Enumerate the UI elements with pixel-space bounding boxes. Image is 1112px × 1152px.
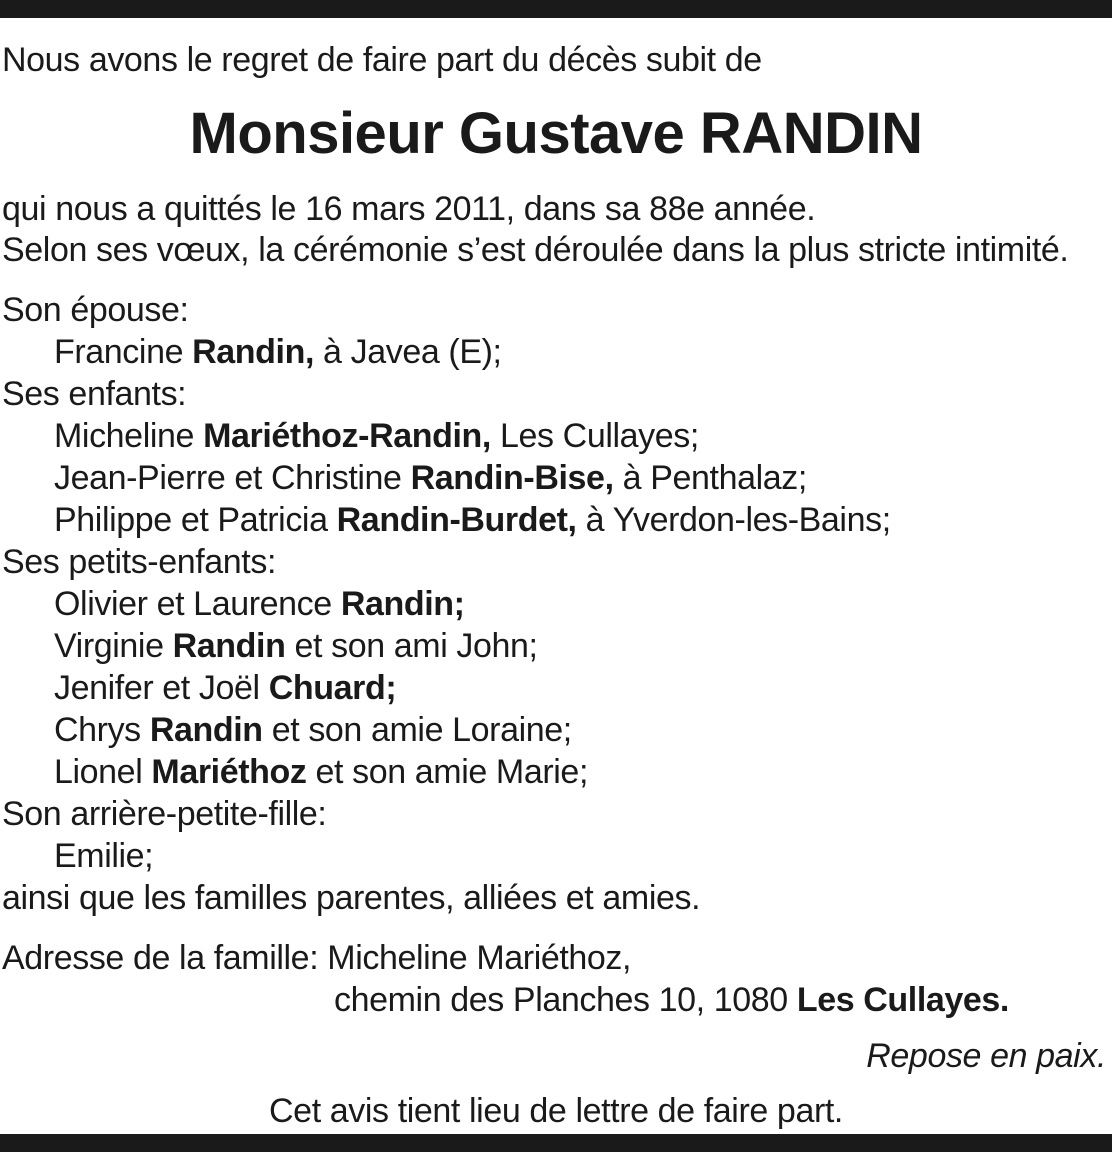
bottom-rule [0, 1134, 1112, 1152]
entry-surname: Randin [149, 711, 263, 749]
grandchild-entry [54, 667, 396, 709]
entry-text: Olivier et Laurence [54, 585, 341, 623]
address-town: Les Cullayes. [796, 981, 1009, 1019]
entry-surname: Chuard; [268, 669, 397, 707]
entry-surname: Mariéthoz-Randin, [203, 417, 491, 455]
entry-text: Jean-Pierre et Christine [54, 459, 411, 497]
child-entry [54, 457, 807, 499]
address-street-text: chemin des Planches 10, 1080 [334, 981, 797, 1019]
address-label: Adresse de la famille: Micheline Mariéthoz, [2, 939, 632, 977]
child-entry [54, 415, 699, 457]
entry-location: à Yverdon-les-Bains; [576, 501, 891, 539]
entry-text: Chrys [54, 711, 150, 749]
entry-text: Micheline [54, 417, 204, 455]
death-date-text: qui nous a quittés le 16 mars 2011, dans sa 88e année. [2, 190, 816, 228]
entry-text: Jenifer et Joël [54, 669, 269, 707]
closing-text: Cet avis tient lieu de lettre de faire part. [269, 1092, 843, 1130]
repose-text: Repose en paix. [866, 1037, 1106, 1075]
top-rule [0, 0, 1112, 18]
entry-surname: Randin-Bise, [410, 459, 614, 497]
entry-surname: Randin [172, 627, 286, 665]
grandchild-entry [54, 625, 538, 667]
grandchild-entry [54, 583, 465, 625]
entry-suffix: et son amie Marie; [306, 753, 588, 791]
entry-surname: Randin; [340, 585, 465, 623]
entry-text: Philippe et Patricia [54, 501, 337, 539]
deceased-name: Monsieur Gustave RANDIN [189, 101, 923, 166]
great-grandchild-heading: Son arrière-petite-fille: [2, 795, 327, 833]
entry-surname: Mariéthoz [151, 753, 307, 791]
address-street [334, 979, 1009, 1021]
families-text: ainsi que les familles parentes, alliées et amies. [2, 879, 701, 917]
children-heading: Ses enfants: [2, 375, 187, 413]
intro-text: Nous avons le regret de faire part du décès subit de [2, 41, 762, 79]
entry-text: Lionel [54, 753, 152, 791]
entry-surname: Randin-Burdet, [336, 501, 577, 539]
grandchild-entry [54, 709, 572, 751]
grandchild-entry [54, 751, 588, 793]
entry-surname: Randin, [192, 333, 315, 371]
entry-location: à Penthalaz; [613, 459, 807, 497]
ceremony-text: Selon ses vœux, la cérémonie s’est déroulée dans la plus stricte intimité. [2, 231, 1069, 269]
grandchildren-heading: Ses petits-enfants: [2, 543, 276, 581]
great-grandchild-entry [54, 835, 153, 877]
entry-location: à Javea (E); [314, 333, 502, 371]
entry-text: Francine [54, 333, 193, 371]
entry-text: Virginie [54, 627, 173, 665]
entry-suffix: et son amie Loraine; [262, 711, 572, 749]
spouse-heading: Son épouse: [2, 291, 189, 329]
child-entry [54, 499, 891, 541]
entry-suffix: et son ami John; [285, 627, 538, 665]
spouse-entry [54, 331, 502, 373]
entry-text: Emilie; [54, 837, 154, 875]
entry-location: Les Cullayes; [490, 417, 699, 455]
